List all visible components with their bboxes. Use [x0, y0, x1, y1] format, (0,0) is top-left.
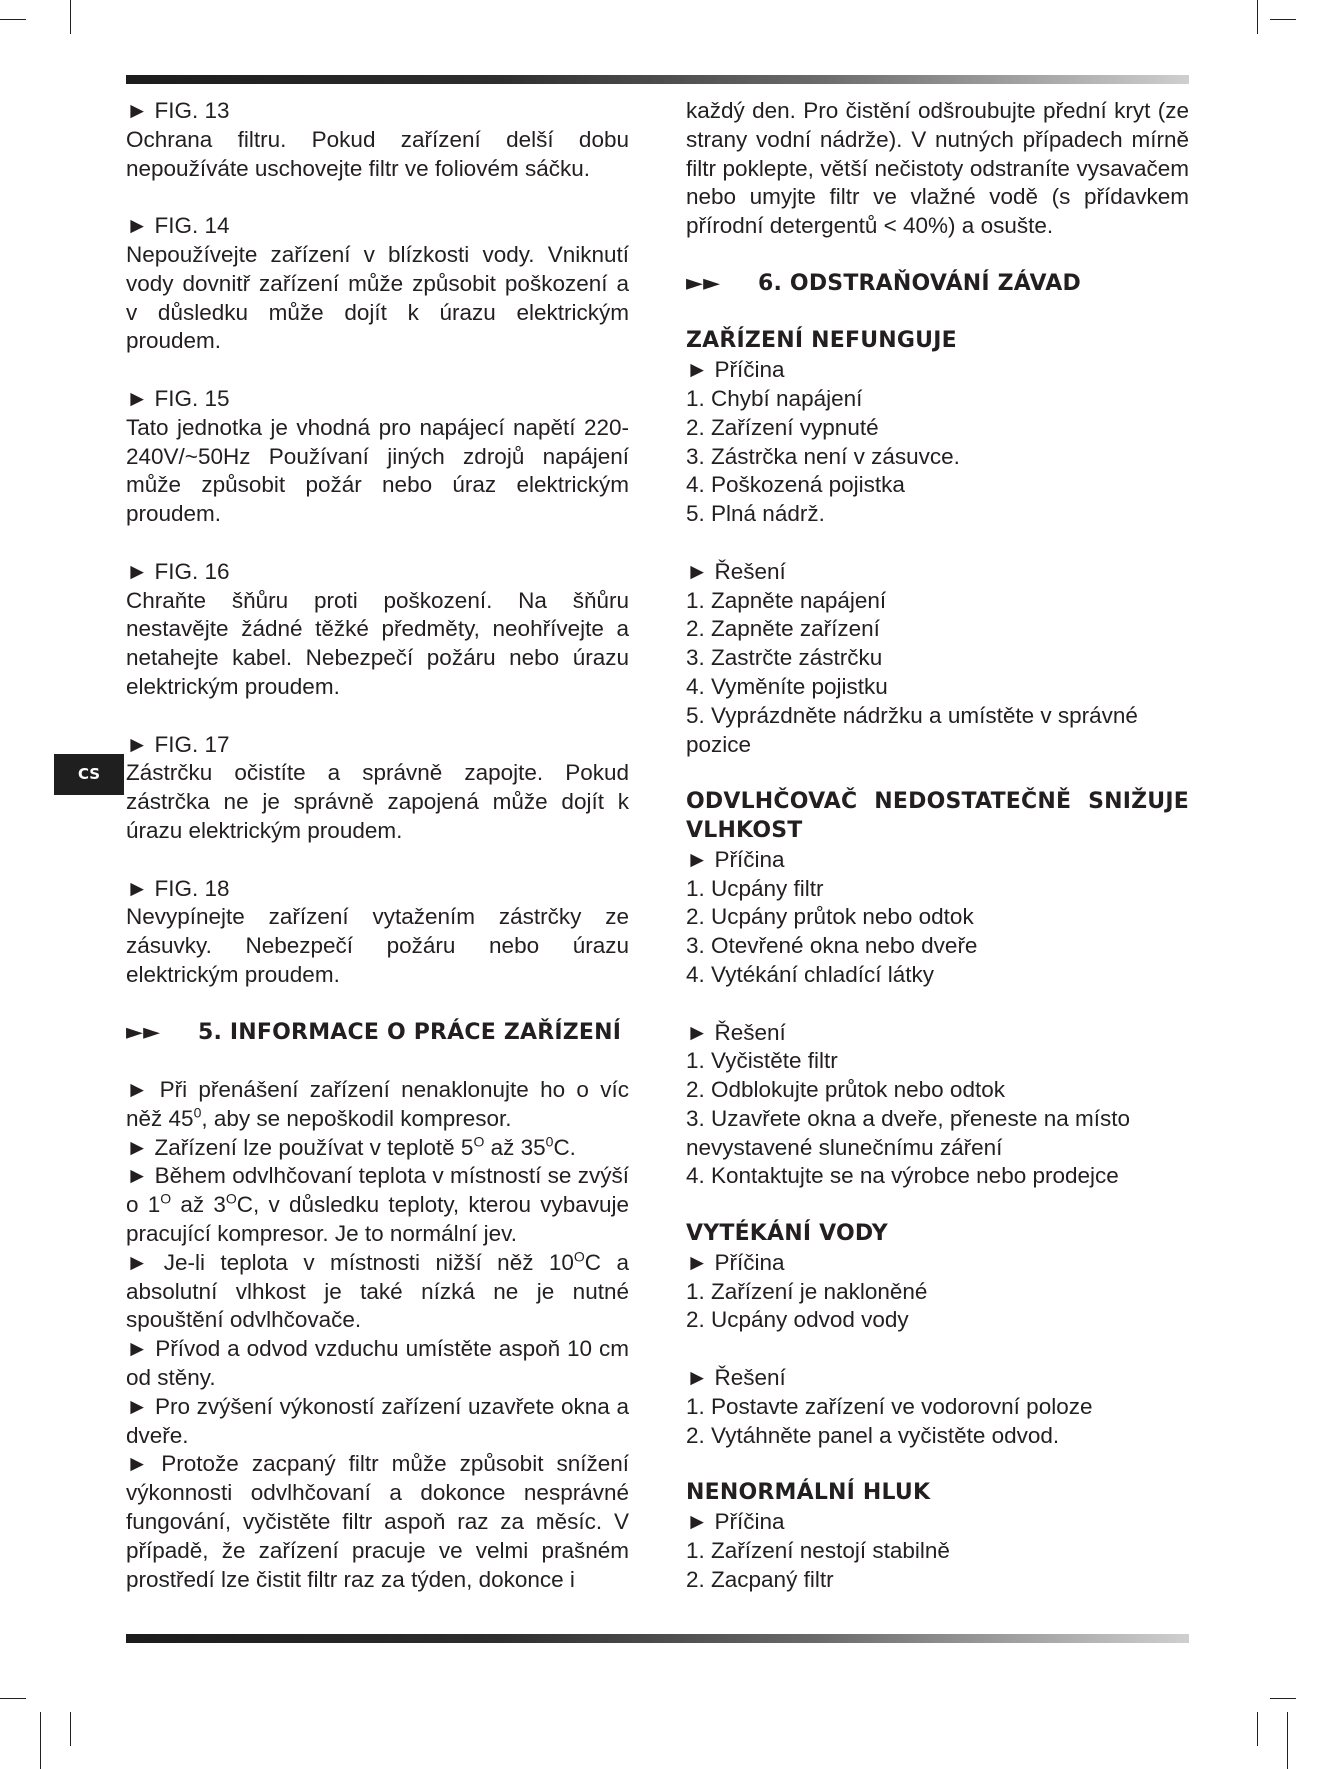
- left-column: [126, 97, 629, 1594]
- list-item: 3. Zastrčte zástrčku: [686, 645, 883, 671]
- fig15-text: Tato jednotka je vhodná pro napájecí napětí 220-240V/~50Hz Používaní jiných zdrojů napájení může způsobit požár nebo úraz elektrickým proudem.: [126, 414, 629, 527]
- info-bullet: ► Při přenášení zařízení nenaklonujte ho o víc něž $45^0$, aby se nepoškodil kompresor.: [126, 1077, 629, 1131]
- list-item: 3. Uzavřete okna a dveře, přeneste na místo nevystavené slunečnímu záření: [686, 1105, 1130, 1160]
- cause-label: ► Příčina: [686, 1509, 785, 1535]
- solution-label: ► Řešení: [686, 558, 786, 584]
- list-item: 3. Zástrčka není v zásuvce.: [686, 443, 960, 469]
- list-item: 5. Vyprázdněte nádržku a umístěte v správné pozice: [686, 702, 1138, 757]
- section-5-title: 5. INFORMACE O PRÁCE ZAŘÍZENÍ: [198, 1019, 622, 1045]
- cause-label: ► Příčina: [686, 846, 785, 872]
- crop-mark: [1270, 1698, 1296, 1699]
- fig15-label: ► FIG. 15: [126, 385, 230, 411]
- list-item: 1. Chybí napájení: [686, 385, 863, 411]
- fig18-label: ► FIG. 18: [126, 875, 230, 901]
- info-bullet: ► Je-li teplota v místnosti nižší něž $10^OC$ a absolutní vlhkost je také nízká ne je nutné spouštění odvlhčovače.: [126, 1248, 629, 1333]
- list-item: 5. Plná nádrž.: [686, 501, 825, 527]
- info-bullet: ► Přívod a odvod vzduchu umístěte aspoň 10 cm od stěny.: [126, 1336, 629, 1391]
- list-item: 2. Ucpány průtok nebo odtok: [686, 904, 974, 930]
- info-bullet: ► Během odvlhčovaní teplota v místností se zvýší o $1^O$ až $3^OC$, v důsledku teploty, kterou vybavuje pracující kompresor. Je to normální jev.: [126, 1163, 629, 1247]
- list-item: 3. Otevřené okna nebo dveře: [686, 933, 978, 959]
- cause-label: ► Příčina: [686, 357, 785, 383]
- section-6-heading: [686, 270, 1189, 299]
- list-item: 4. Vyměníte pojistku: [686, 673, 888, 699]
- info-bullet: ► Protože zacpaný filtr může způsobit snížení výkonnosti odvlhčovaní a dokonce nesprávné fungování, vyčistěte filtr aspoň raz za měsíc. V případě, že zařízení pracuje ve velmi prašném prostředí lze čistit filtr raz za týden, dokonce i: [126, 1451, 629, 1592]
- fig16-label: ► FIG. 16: [126, 558, 230, 584]
- solution-label: ► Řešení: [686, 1019, 786, 1045]
- crop-mark: [1270, 19, 1296, 20]
- trouble-heading: ODVLHČOVAČ NEDOSTATEČNĚ SNIŽUJE VLHKOST: [686, 789, 1189, 843]
- fig13-text: Ochrana filtru. Pokud zařízení delší dobu nepoužíváte uschovejte filtr ve foliovém sáčku.: [126, 126, 629, 181]
- section-5-heading: [126, 1019, 629, 1048]
- fig14-text: Nepoužívejte zařízení v blízkosti vody. Vniknutí vody dovnitř zařízení může způsobit poškození a v důsledku může dojít k úrazu elektrickým proudem.: [126, 241, 629, 354]
- trouble-heading: VYTÉKÁNÍ VODY: [686, 1221, 888, 1247]
- list-item: 4. Poškozená pojistka: [686, 472, 905, 498]
- section-6-title: 6. ODSTRAŇOVÁNÍ ZÁVAD: [758, 270, 1081, 296]
- crop-mark: [0, 1698, 26, 1699]
- list-item: 2. Zapněte zařízení: [686, 616, 880, 642]
- info-bullet: ► Zařízení lze používat v teplotě $5^O$ až $35^0C$.: [126, 1133, 576, 1160]
- solution-label: ► Řešení: [686, 1365, 786, 1391]
- crop-mark: [0, 19, 26, 20]
- list-item: 2. Vytáhněte panel a vyčistěte odvod.: [686, 1422, 1060, 1448]
- list-item: 1. Zařízení nestojí stabilně: [686, 1537, 950, 1563]
- list-item: 4. Vytékání chladící látky: [686, 961, 935, 987]
- info-bullet: ► Pro zvýšení výkoností zařízení uzavřete okna a dveře.: [126, 1393, 629, 1448]
- crop-mark: [40, 1712, 41, 1769]
- cause-label: ► Příčina: [686, 1249, 785, 1275]
- fig14-label: ► FIG. 14: [126, 213, 230, 239]
- fig17-label: ► FIG. 17: [126, 731, 230, 757]
- crop-mark: [1287, 1712, 1288, 1769]
- double-arrow-icon: ►►: [126, 1019, 161, 1045]
- list-item: 1. Zařízení je nakloněné: [686, 1278, 928, 1304]
- list-item: 1. Vyčistěte filtr: [686, 1048, 838, 1074]
- list-item: 2. Ucpány odvod vody: [686, 1307, 909, 1333]
- filter-cleaning-continued: každý den. Pro čistění odšroubujte přední kryt (ze strany vodní nádrže). V nutných případech mírně filtr poklepte, větší nečistoty odstraníte vysavačem nebo umyjte filtr ve vlažné vodě (s přídavkem přírodní detergentů < 40%) a osušte.: [686, 98, 1189, 239]
- list-item: 2. Odblokujte průtok nebo odtok: [686, 1077, 1005, 1103]
- fig13-label: ► FIG. 13: [126, 98, 230, 123]
- crop-mark: [1257, 1712, 1258, 1746]
- right-column: [686, 97, 1189, 1594]
- footer-gradient-bar: [126, 1634, 1189, 1643]
- list-item: 2. Zařízení vypnuté: [686, 414, 879, 440]
- crop-mark: [70, 1712, 71, 1746]
- language-tab: CS: [54, 754, 124, 795]
- list-item: 4. Kontaktujte se na výrobce nebo prodejce: [686, 1163, 1119, 1189]
- header-gradient-bar: [126, 75, 1189, 84]
- list-item: 2. Zacpaný filtr: [686, 1566, 834, 1592]
- trouble-heading: NENORMÁLNÍ HLUK: [686, 1480, 931, 1506]
- double-arrow-icon: ►►: [686, 270, 721, 296]
- list-item: 1. Ucpány filtr: [686, 875, 824, 901]
- crop-mark: [1257, 0, 1258, 34]
- fig16-text: Chraňte šňůru proti poškození. Na šňůru nestavějte žádné těžké předměty, neohřívejte a netahejte kabel. Nebezpečí požáru nebo úrazu elektrickým proudem.: [126, 587, 629, 699]
- fig18-text: Nevypínejte zařízení vytažením zástrčky ze zásuvky. Nebezpečí požáru nebo úrazu elektrickým proudem.: [126, 904, 629, 987]
- list-item: 1. Postavte zařízení ve vodorovní poloze: [686, 1393, 1093, 1419]
- trouble-heading: ZAŘÍZENÍ NEFUNGUJE: [686, 328, 957, 354]
- list-item: 1. Zapněte napájení: [686, 587, 887, 613]
- fig17-text: Zástrčku očistíte a správně zapojte. Pokud zástrčka ne je správně zapojená může dojít k úrazu elektrickým proudem.: [126, 760, 629, 843]
- crop-mark: [70, 0, 71, 34]
